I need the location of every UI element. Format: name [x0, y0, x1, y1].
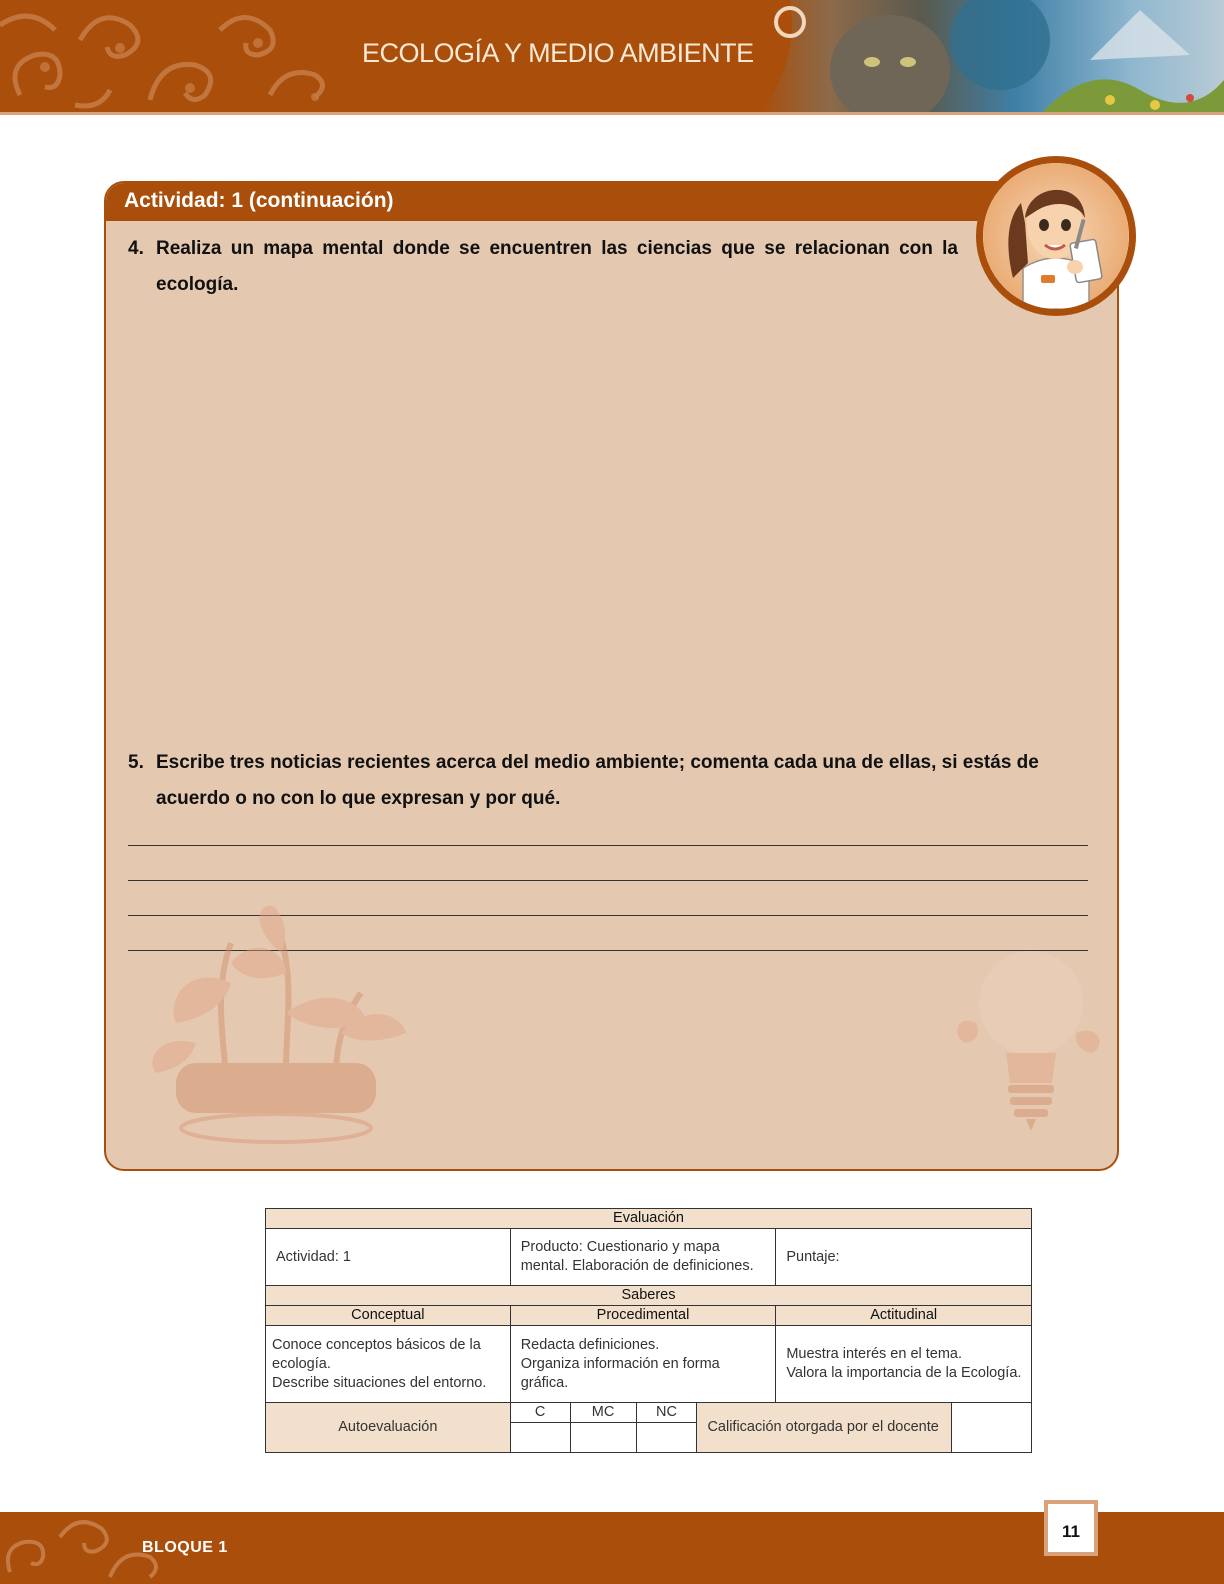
procedimental-cell [510, 1326, 776, 1403]
page-footer [0, 1512, 1224, 1584]
scale-nc-label: NC [636, 1403, 697, 1423]
evaluation-heading: Evaluación [266, 1209, 1032, 1229]
conceptual-item: Describe situaciones del entorno. [272, 1374, 487, 1391]
procedimental-item: Organiza información en forma gráfica. [520, 1355, 720, 1391]
score-cell[interactable]: Puntaje: [776, 1229, 1032, 1286]
actitudinal-item: Muestra interés en el tema. [786, 1346, 963, 1362]
actitudinal-item: Valora la importancia de la Ecología. [786, 1365, 1022, 1381]
conceptual-item: Conoce conceptos básicos de la ecología. [272, 1336, 481, 1372]
header-bottom-band [0, 112, 1224, 115]
question-text: Realiza un mapa mental donde se encuentren las ciencias que se relacionan con la ecología. [156, 238, 958, 295]
scale-mc-field[interactable] [570, 1423, 636, 1453]
conceptual-cell [266, 1326, 511, 1403]
block-label: BLOQUE 1 [142, 1539, 228, 1556]
actitudinal-cell [776, 1326, 1032, 1403]
activity-title-bar [106, 183, 1006, 221]
sprouts-watermark-icon [136, 903, 416, 1153]
answer-line[interactable] [128, 880, 1088, 881]
scale-c-label: C [510, 1403, 570, 1423]
column-actitudinal: Actitudinal [776, 1306, 1032, 1326]
saberes-heading: Saberes [266, 1286, 1032, 1306]
question-text: Escribe tres noticias recientes acerca del medio ambiente; comenta cada una de ellas, si estás de acuerdo o no con lo que expresan y por qué. [156, 752, 1039, 809]
answer-line[interactable] [128, 845, 1088, 846]
question-number: 4. [128, 238, 144, 259]
header-title: ECOLOGÍA Y MEDIO AMBIENTE [362, 38, 754, 68]
teacher-grade-field[interactable] [952, 1403, 1032, 1453]
lightbulb-watermark-icon [956, 943, 1106, 1143]
scale-mc-label: MC [570, 1403, 636, 1423]
self-evaluation-label: Autoevaluación [266, 1403, 511, 1453]
question-4 [128, 231, 958, 303]
girl-with-notepad-icon [983, 163, 1129, 309]
activity-cell: Actividad: 1 [266, 1229, 511, 1286]
decorative-swirls-icon [0, 0, 340, 115]
nature-collage-image [760, 0, 1224, 115]
product-cell: Producto: Cuestionario y mapa mental. Elaboración de definiciones. [510, 1229, 776, 1286]
student-avatar [976, 156, 1136, 316]
evaluation-table [265, 1208, 1032, 1453]
scale-c-field[interactable] [510, 1423, 570, 1453]
teacher-grade-label: Calificación otorgada por el docente [697, 1403, 952, 1453]
page-number: 11 [1062, 1522, 1080, 1541]
page-number-box [1044, 1500, 1098, 1556]
question-5 [128, 745, 1078, 817]
activity-title: Actividad: 1 (continuación) [124, 189, 394, 212]
page-header-banner [0, 0, 1224, 115]
procedimental-item: Redacta definiciones. [520, 1336, 660, 1353]
activity-panel [104, 181, 1119, 1171]
column-conceptual: Conceptual [266, 1306, 511, 1326]
scale-nc-field[interactable] [636, 1423, 697, 1453]
question-number: 5. [128, 752, 144, 773]
column-procedimental: Procedimental [510, 1306, 776, 1326]
